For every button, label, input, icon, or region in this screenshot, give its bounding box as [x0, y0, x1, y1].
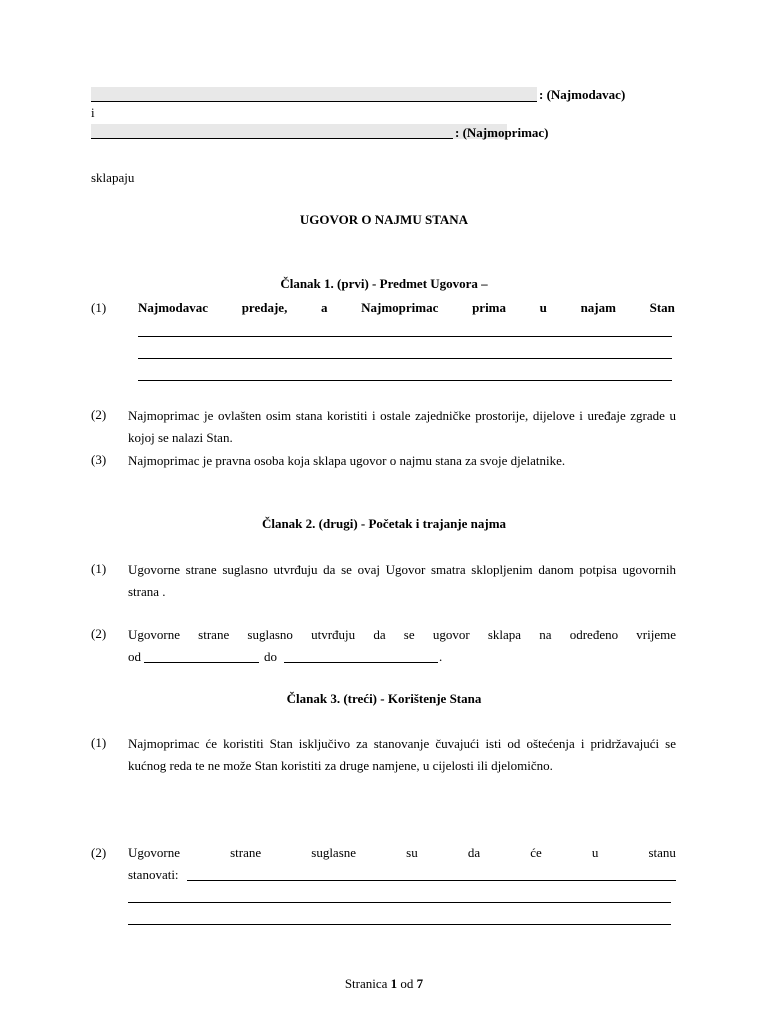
- article-3-para-2-text: [128, 845, 676, 861]
- article-1-para-3-text: Najmoprimac je pravna osoba koja sklapa ugovor o najmu stana za svoje djelatnike.: [128, 453, 566, 468]
- word: Stan: [649, 300, 675, 315]
- apartment-description-blank-2[interactable]: [138, 358, 672, 359]
- word: u: [591, 845, 599, 860]
- occupants-label: stanovati:: [128, 867, 179, 882]
- word: Najmodavac: [138, 300, 209, 315]
- article-3-heading: Članak 3. (treći) - Korištenje Stana: [286, 691, 482, 706]
- article-1-para-2-number: (2): [91, 407, 107, 422]
- occupants-blank-1[interactable]: [187, 880, 676, 881]
- date-to-label: do: [264, 649, 277, 664]
- word: strane: [230, 845, 262, 860]
- page-footer: [0, 976, 768, 992]
- word: najam: [580, 300, 616, 315]
- end-date-blank[interactable]: [284, 662, 438, 663]
- word: će: [530, 845, 542, 860]
- conjunction-i: i: [91, 105, 95, 120]
- word: predaje,: [241, 300, 288, 315]
- page-label: Stranica: [344, 976, 391, 991]
- landlord-name-blank[interactable]: [91, 101, 537, 102]
- word: u: [539, 300, 547, 315]
- article-2-para-2-text: Ugovorne strane suglasno utvrđuju da se ugovor sklapa na određeno vrijeme: [128, 627, 676, 642]
- article-1-para-1-number: (1): [91, 300, 107, 315]
- word: da: [467, 845, 481, 860]
- article-2-para-1-text: Ugovorne strane suglasno utvrđuju da se ovaj Ugovor smatra sklopljenim danom potpisa ugovornih strana .: [128, 562, 676, 599]
- document-title: UGOVOR O NAJMU STANA: [299, 212, 469, 227]
- word: Najmoprimac: [361, 300, 439, 315]
- apartment-description-blank-1[interactable]: [138, 336, 672, 337]
- occupants-blank-2[interactable]: [128, 902, 671, 903]
- apartment-description-blank-3[interactable]: [138, 380, 672, 381]
- period-mark: .: [439, 649, 443, 664]
- article-3-para-1-text: Najmoprimac će koristiti Stan isključivo za stanovanje čuvajući isti od oštećenja i pridržavajući se kućnog reda te ne može Stan koristiti za druge namjene, u cijelosti ili djelomično.: [128, 736, 676, 773]
- occupants-blank-3[interactable]: [128, 924, 671, 925]
- page-of-label: od: [397, 976, 417, 991]
- word: suglasne: [311, 845, 357, 860]
- article-2-heading: Članak 2. (drugi) - Početak i trajanje najma: [261, 516, 507, 531]
- word: stanu: [648, 845, 676, 860]
- tenant-name-blank[interactable]: [91, 138, 453, 139]
- article-1-heading: Članak 1. (prvi) - Predmet Ugovora –: [280, 276, 488, 291]
- article-2-para-1-number: (1): [91, 561, 107, 576]
- word: prima: [472, 300, 507, 315]
- word: a: [320, 300, 328, 315]
- tenant-field-highlight: [91, 124, 507, 139]
- landlord-label: : (Najmodavac): [539, 87, 626, 102]
- landlord-field-highlight: [91, 87, 537, 102]
- article-1-para-1-text: [138, 300, 675, 316]
- article-2-para-2-number: (2): [91, 626, 107, 641]
- article-3-para-1-number: (1): [91, 735, 107, 750]
- article-1-para-2-text: Najmoprimac je ovlašten osim stana koristiti i ostale zajedničke prostorije, dijelove i uređaje zgrade u kojoj se nalazi Stan.: [128, 408, 676, 445]
- page-number: 1: [390, 976, 398, 991]
- start-date-blank[interactable]: [144, 662, 259, 663]
- page-total: 7: [416, 976, 424, 991]
- word: su: [406, 845, 418, 860]
- intro-text: sklapaju: [91, 170, 135, 185]
- tenant-label: : (Najmoprimac): [455, 125, 549, 140]
- article-3-para-2-number: (2): [91, 845, 107, 860]
- word: Ugovorne: [128, 845, 180, 860]
- article-1-para-3-number: (3): [91, 452, 107, 467]
- date-from-label: od: [128, 649, 141, 664]
